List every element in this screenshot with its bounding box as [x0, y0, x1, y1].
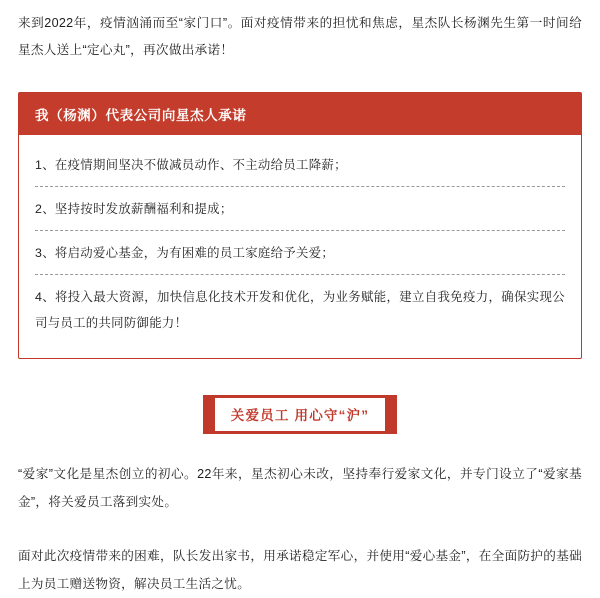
promise-card-body	[19, 135, 581, 358]
body-paragraph-2: 面对此次疫情带来的困难，队长发出家书，用承诺稳定军心，并使用“爱心基金”，在全面防护的基础上为员工赠送物资，解决员工生活之忧。	[18, 549, 582, 591]
banner-container	[18, 395, 582, 434]
promise-card-title: 我（杨渊）代表公司向星杰人承诺	[19, 93, 581, 135]
document-page	[0, 10, 600, 594]
promise-item: 1、在疫情期间坚决不做减员动作、不主动给员工降薪；	[35, 158, 347, 172]
promise-item: 3、将启动爱心基金，为有困难的员工家庭给予关爱；	[35, 246, 335, 260]
promise-item: 4、将投入最大资源，加快信息化技术开发和优化，为业务赋能，建立自我免疫力，确保实现公司与员工的共同防御能力！	[35, 290, 565, 330]
body-paragraph-1: “爱家”文化是星杰创立的初心。22年来，星杰初心未改，坚持奉行爱家文化，并专门设立了“爱家基金”，将关爱员工落到实处。	[18, 467, 582, 509]
intro-paragraph: 来到2022年，疫情汹涌而至“家门口”。面对疫情带来的担忧和焦虑，星杰队长杨渊先生第一时间给星杰人送上“定心丸”，再次做出承诺！	[18, 16, 582, 57]
slogan-text: 关爱员工 用心守“沪”	[230, 408, 370, 423]
promise-card	[18, 92, 582, 359]
slogan-banner	[215, 395, 385, 434]
promise-item: 2、坚持按时发放薪酬福利和提成；	[35, 202, 233, 216]
